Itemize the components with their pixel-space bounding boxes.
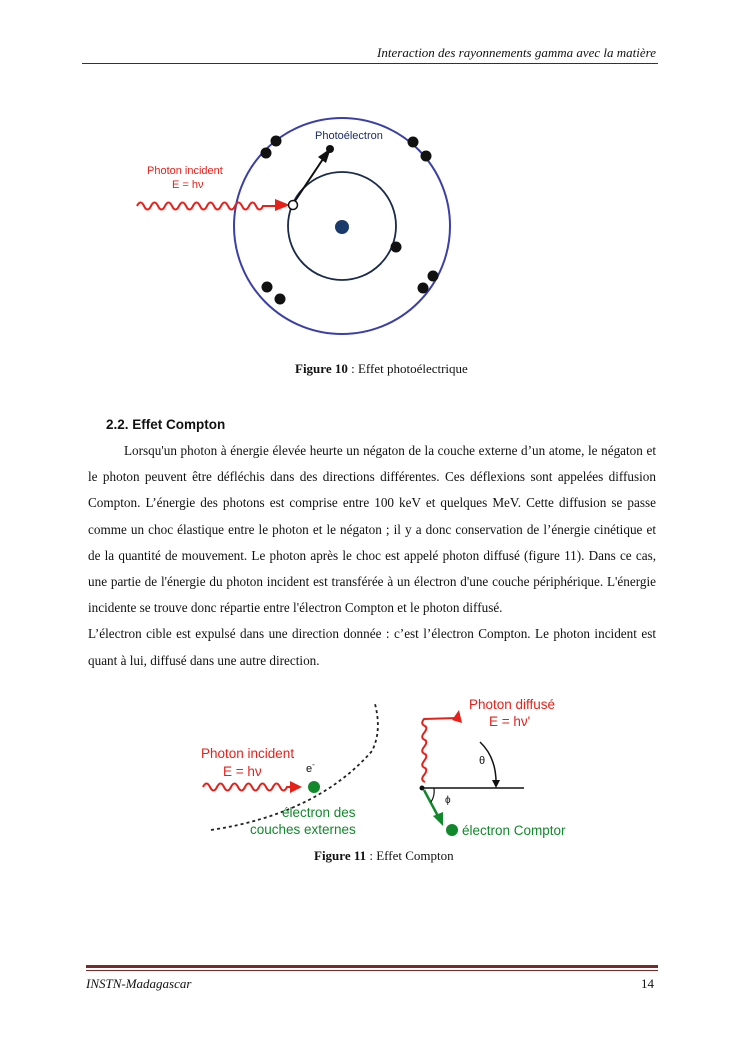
electron: [262, 282, 273, 293]
photon-diffuse-energy: E = hν': [489, 714, 531, 729]
collision-point: [420, 786, 425, 791]
compton-electron-label: électron Comptor: [462, 823, 566, 838]
paragraph: L’électron cible est expulsé dans une direction donnée : c’est l’électron Compton. Le photon incident est quant à lui, diffusé dans une autre direction.: [88, 626, 656, 668]
paragraph: Lorsqu'un photon à énergie élevée heurte un négaton de la couche externe d’un atome, le négaton et le photon peuvent être défléchis dans des directions différentes. Ces déflexions sont appelées diffusion Compton. L’énergie des photons est comprise entre 100 keV et quelques MeV. Cette diffusion se passe comme un choc élastique entre le photon et le négaton ; il y a donc conservation de l’énergie cinétique et de la quantité de mouvement. Le photon après le choc est appelé photon diffusé (figure 11). Dans ce cas, une partie de l'énergie du photon incident est transférée à un électron d'une couche périphérique. L'énergie incidente se trouve donc répartie entre l'électron Compton et le photon diffusé.: [88, 443, 656, 616]
running-header: Interaction des rayonnements gamma avec la matière: [377, 45, 656, 60]
footer-institution: INSTN-Madagascar: [86, 976, 192, 991]
electron-description: électron des: [282, 805, 356, 820]
ejected-electron-origin: [289, 201, 298, 210]
page-number: 14: [641, 976, 654, 991]
body-text: [88, 438, 656, 674]
compton-electron: [446, 824, 458, 836]
phi-arc: [431, 788, 434, 802]
electron: [261, 148, 272, 159]
incident-photon-wave: [137, 203, 277, 210]
photoelectron-label: Photoélectron: [315, 130, 383, 142]
electron-symbol: e-: [306, 760, 315, 775]
scattered-photon-arrowhead: [452, 710, 462, 723]
electron-direction: [424, 790, 439, 818]
photoelectron: [326, 145, 334, 153]
photon-diffuse-label: Photon diffusé: [469, 697, 556, 712]
theta-arc-arrowhead: [492, 780, 500, 788]
figure-photoelectric-effect: [127, 110, 467, 342]
photoelectron-path: [295, 156, 325, 201]
photon-incident-label: Photon incident: [201, 746, 295, 761]
incident-photon-arrowhead: [290, 781, 302, 793]
electron: [418, 283, 429, 294]
footer-rule: [86, 970, 658, 971]
section-heading: 2.2. Effet Compton: [106, 417, 226, 432]
electron: [271, 136, 282, 147]
electron-direction-arrowhead: [433, 812, 443, 826]
nucleus: [335, 220, 349, 234]
footer-rule: [86, 965, 658, 968]
photon-incident-label: Photon incident: [147, 165, 223, 177]
electron: [275, 294, 286, 305]
phi-label: ϕ: [445, 795, 451, 806]
figure11-caption: Figure 11 : Effet Compton: [314, 848, 454, 863]
electron: [428, 271, 439, 282]
electron: [421, 151, 432, 162]
incident-photon-wave: [203, 784, 291, 791]
figure10-caption: Figure 10 : Effet photoélectrique: [295, 361, 468, 376]
header-rule: [82, 63, 658, 64]
electron: [391, 242, 402, 253]
electron: [408, 137, 419, 148]
photon-incident-energy: E = hν: [223, 764, 262, 779]
photon-energy-label: E = hν: [172, 179, 204, 191]
scattered-photon-wave: [422, 718, 457, 782]
figure-compton-effect: [197, 696, 587, 842]
target-electron: [308, 781, 320, 793]
theta-label: θ: [479, 755, 486, 767]
electron-description: couches externes: [250, 822, 356, 837]
